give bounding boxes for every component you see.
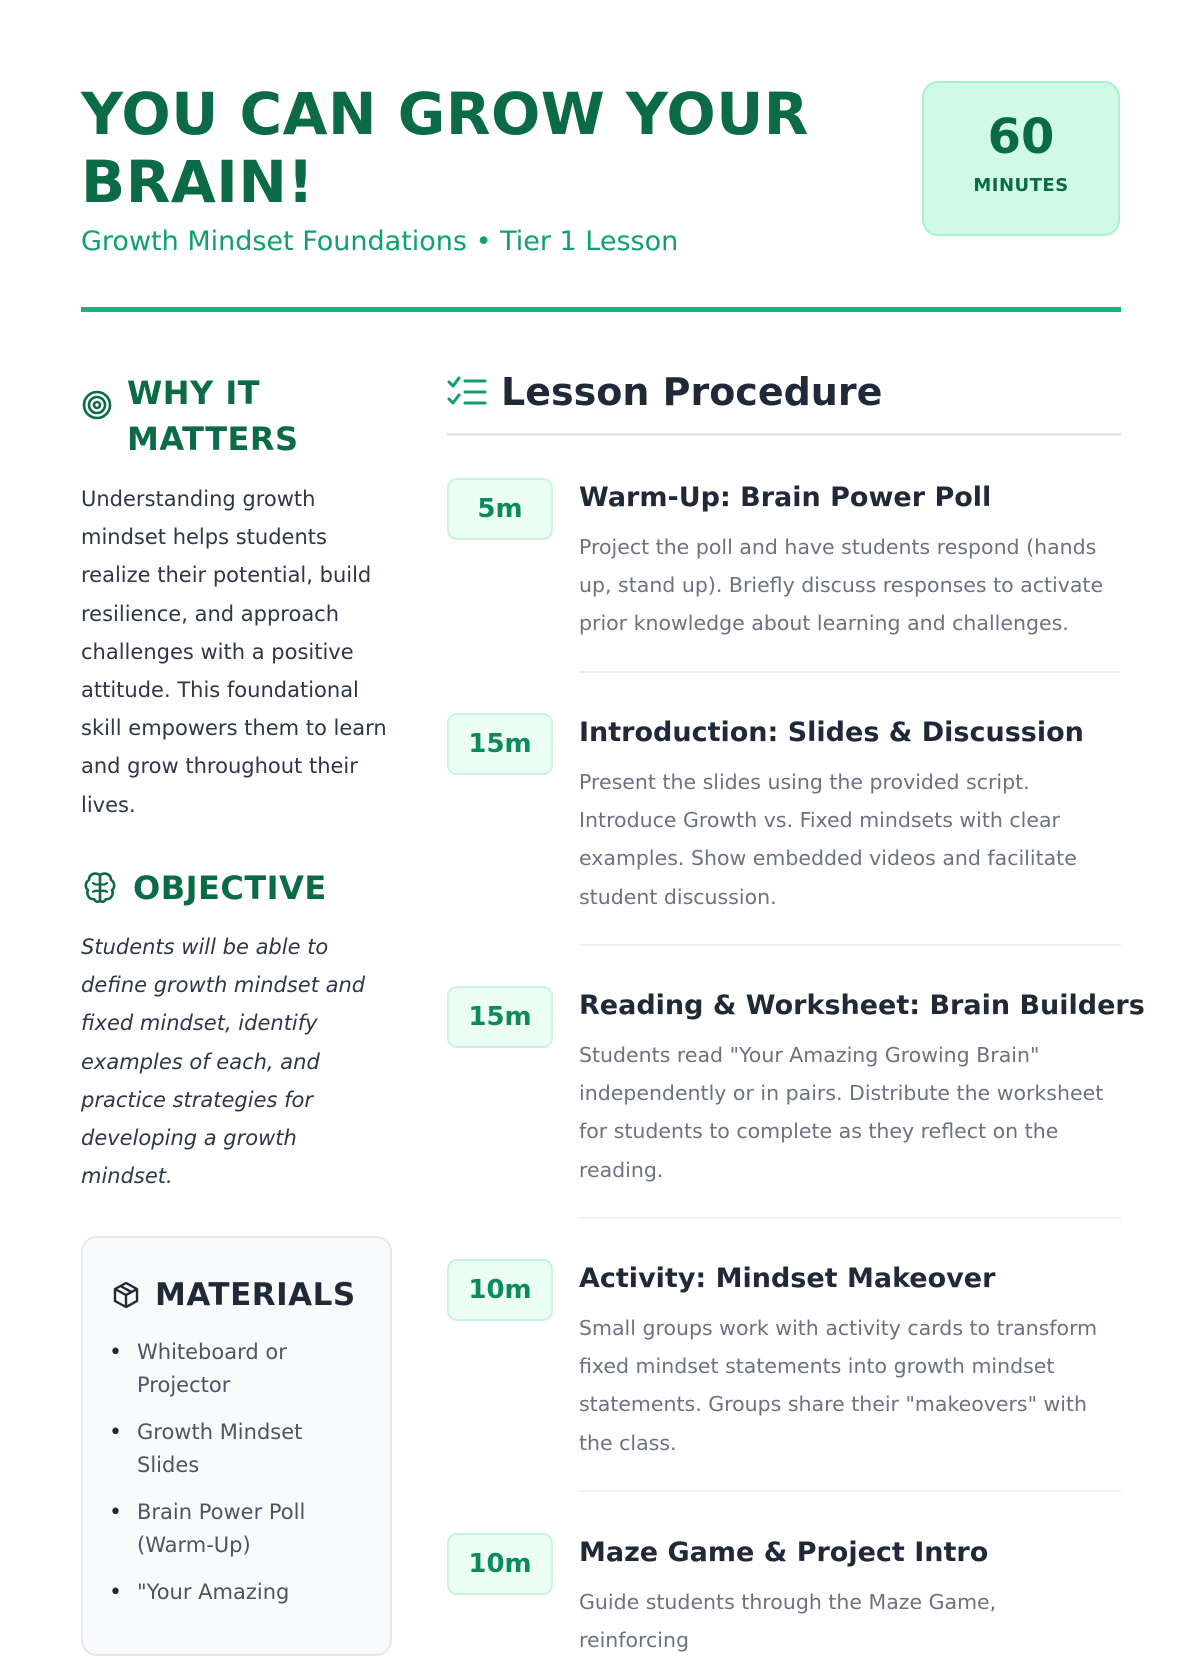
package-icon: [111, 1280, 141, 1310]
materials-item: • "Your Amazing: [109, 1576, 369, 1609]
step-description: Present the slides using the provided script. Introduce Growth vs. Fixed mindsets with clear examples. Show embedded videos and facilitate student discussion.: [579, 770, 1077, 909]
materials-heading: MATERIALS: [155, 1277, 356, 1313]
step-title: Maze Game & Project Intro: [579, 1537, 989, 1568]
materials-item: • Whiteboard or Projector: [109, 1336, 369, 1402]
procedure-heading: Lesson Procedure: [501, 370, 883, 414]
why-text: Understanding growth mindset helps students realize their potential, build resilience, and approach challenges with a positive attitude. This foundational skill empowers them to learn and grow throughout their lives.: [81, 487, 387, 817]
step-divider: [579, 1217, 1121, 1219]
materials-card: [81, 1236, 392, 1656]
step-divider: [579, 1490, 1121, 1492]
materials-item: • Brain Power Poll (Warm-Up): [109, 1496, 369, 1562]
materials-heading-row: [111, 1272, 356, 1318]
materials-item: • Growth Mindset Slides: [109, 1416, 369, 1482]
target-icon: [81, 389, 113, 421]
step-title: Activity: Mindset Makeover: [579, 1263, 996, 1294]
step-title: Introduction: Slides & Discussion: [579, 717, 1084, 748]
step-divider: [579, 944, 1121, 946]
procedure-heading-row: [447, 370, 882, 414]
step-time-badge: 10m: [447, 1259, 553, 1321]
brain-icon: [81, 869, 119, 907]
duration-badge: [922, 81, 1120, 236]
checklist-icon: [447, 375, 487, 409]
step-title: Warm-Up: Brain Power Poll: [579, 482, 992, 513]
objective-text: Students will be able to define growth mindset and fixed mindset, identify examples of each, and practice strategies for developing a growth mindset.: [81, 935, 366, 1189]
why-section-heading: [81, 370, 357, 462]
step-time-badge: 15m: [447, 713, 553, 775]
objective-heading: OBJECTIVE: [133, 869, 327, 907]
lesson-plan-page: [81, 0, 1145, 1653]
step-description: Students read "Your Amazing Growing Brain" independently or in pairs. Distribute the worksheet for students to complete as they reflect on the reading.: [579, 1043, 1104, 1182]
step-time-badge: 15m: [447, 986, 553, 1048]
step-description: Guide students through the Maze Game, reinforcing: [579, 1590, 997, 1653]
objective-section-heading: [81, 865, 327, 911]
header-divider: [81, 307, 1121, 312]
step-time-badge: 5m: [447, 478, 553, 540]
page-subtitle: Growth Mindset Foundations • Tier 1 Lesson: [81, 226, 679, 257]
duration-unit: MINUTES: [973, 175, 1069, 196]
duration-value: 60: [987, 109, 1055, 165]
procedure-divider: [447, 433, 1121, 436]
step-divider: [579, 671, 1121, 673]
page-title: YOU CAN GROW YOUR BRAIN!: [81, 80, 809, 216]
step-description: Project the poll and have students respond (hands up, stand up). Briefly discuss responses to activate prior knowledge about learning and challenges.: [579, 535, 1104, 636]
why-heading: WHY IT MATTERS: [127, 374, 299, 458]
step-title: Reading & Worksheet: Brain Builders: [579, 990, 1145, 1021]
step-time-badge: 10m: [447, 1533, 553, 1595]
step-description: Small groups work with activity cards to transform fixed mindset statements into growth mindset statements. Groups share their "makeovers" with the class.: [579, 1316, 1098, 1455]
materials-list: [109, 1336, 369, 1623]
